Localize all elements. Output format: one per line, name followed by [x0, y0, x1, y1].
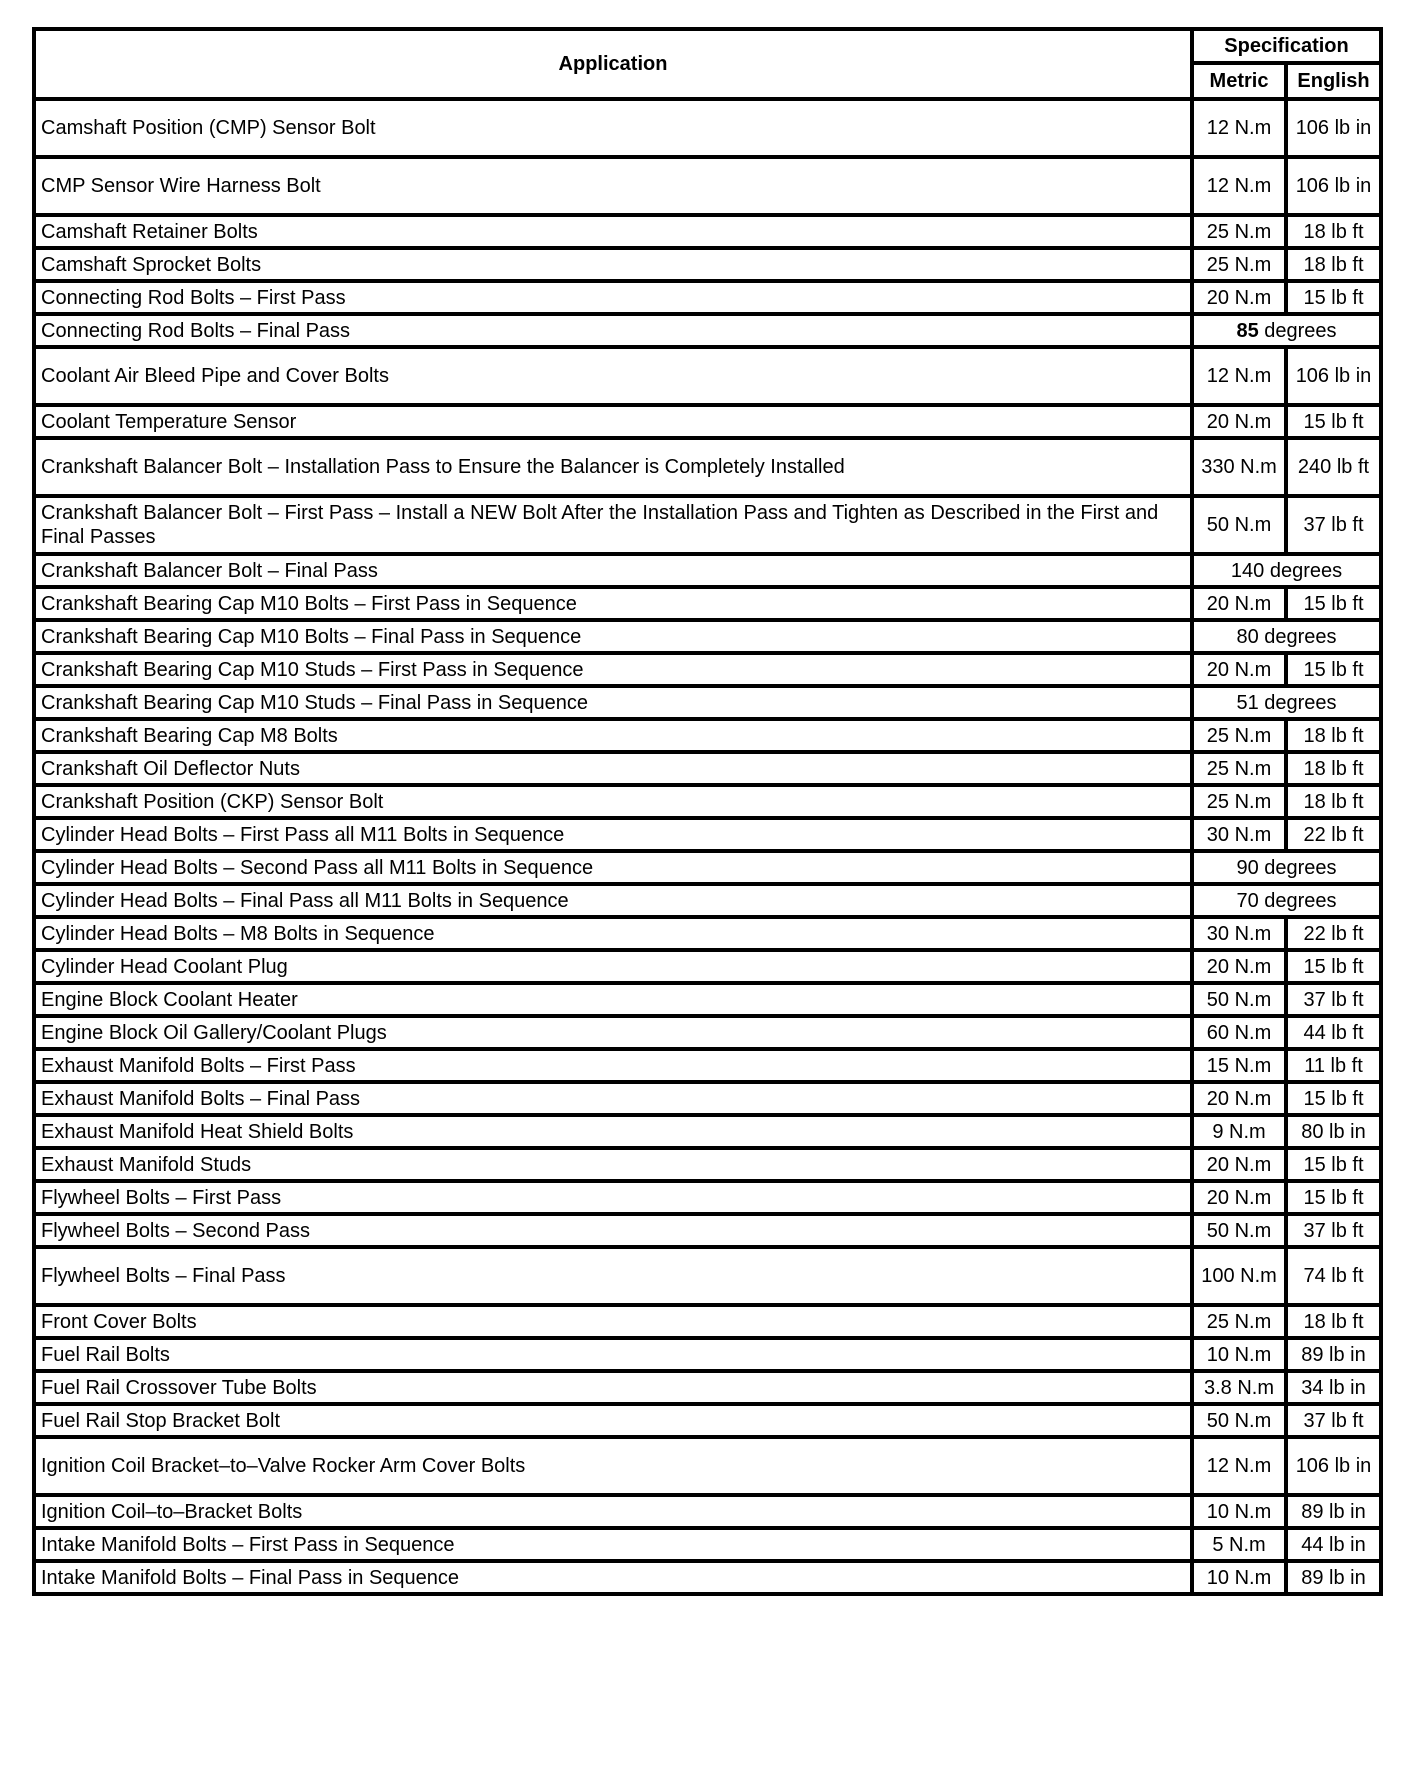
application-cell: Fuel Rail Bolts	[34, 1338, 1192, 1371]
header-metric: Metric	[1192, 63, 1286, 99]
application-cell: Crankshaft Bearing Cap M10 Studs – First Pass in Sequence	[34, 653, 1192, 686]
application-cell: Flywheel Bolts – Second Pass	[34, 1214, 1192, 1247]
english-cell: 15 lb ft	[1286, 281, 1381, 314]
table-row	[34, 496, 1381, 554]
application-cell: Exhaust Manifold Heat Shield Bolts	[34, 1115, 1192, 1148]
table-row	[34, 554, 1381, 587]
metric-cell: 3.8 N.m	[1192, 1371, 1286, 1404]
english-cell: 15 lb ft	[1286, 653, 1381, 686]
table-row	[34, 1247, 1381, 1305]
table-row	[34, 99, 1381, 157]
metric-cell: 10 N.m	[1192, 1338, 1286, 1371]
table-row	[34, 983, 1381, 1016]
english-cell: 18 lb ft	[1286, 785, 1381, 818]
english-cell: 34 lb in	[1286, 1371, 1381, 1404]
table-row	[34, 1528, 1381, 1561]
header-application: Application	[34, 29, 1192, 99]
metric-cell: 50 N.m	[1192, 983, 1286, 1016]
application-cell: Crankshaft Balancer Bolt – Final Pass	[34, 554, 1192, 587]
application-cell: Crankshaft Position (CKP) Sensor Bolt	[34, 785, 1192, 818]
application-cell: Exhaust Manifold Bolts – Final Pass	[34, 1082, 1192, 1115]
metric-cell: 12 N.m	[1192, 99, 1286, 157]
application-cell: Coolant Air Bleed Pipe and Cover Bolts	[34, 347, 1192, 405]
metric-cell: 20 N.m	[1192, 405, 1286, 438]
table-row	[34, 686, 1381, 719]
table-row	[34, 1561, 1381, 1594]
metric-cell: 20 N.m	[1192, 587, 1286, 620]
table-row	[34, 785, 1381, 818]
application-cell: Crankshaft Balancer Bolt – First Pass – Install a NEW Bolt After the Installation Pass and Tighten as Described in the First and Final Passes	[34, 496, 1192, 554]
table-row	[34, 1181, 1381, 1214]
metric-cell: 20 N.m	[1192, 1148, 1286, 1181]
english-cell: 44 lb ft	[1286, 1016, 1381, 1049]
application-cell: Fuel Rail Crossover Tube Bolts	[34, 1371, 1192, 1404]
english-cell: 18 lb ft	[1286, 215, 1381, 248]
table-row	[34, 281, 1381, 314]
application-cell: Crankshaft Bearing Cap M10 Studs – Final Pass in Sequence	[34, 686, 1192, 719]
english-cell: 15 lb ft	[1286, 1082, 1381, 1115]
angle-spec-cell: 90 degrees	[1192, 851, 1381, 884]
table-row	[34, 620, 1381, 653]
metric-cell: 25 N.m	[1192, 719, 1286, 752]
application-cell: Crankshaft Bearing Cap M10 Bolts – Final Pass in Sequence	[34, 620, 1192, 653]
metric-cell: 9 N.m	[1192, 1115, 1286, 1148]
application-cell: Cylinder Head Coolant Plug	[34, 950, 1192, 983]
application-cell: Fuel Rail Stop Bracket Bolt	[34, 1404, 1192, 1437]
table-row	[34, 1305, 1381, 1338]
application-cell: Connecting Rod Bolts – Final Pass	[34, 314, 1192, 347]
english-cell: 15 lb ft	[1286, 1148, 1381, 1181]
table-body	[34, 99, 1381, 1594]
header-row-1	[34, 29, 1381, 63]
english-cell: 18 lb ft	[1286, 719, 1381, 752]
application-cell: Intake Manifold Bolts – First Pass in Sequence	[34, 1528, 1192, 1561]
table-row	[34, 1214, 1381, 1247]
english-cell: 22 lb ft	[1286, 818, 1381, 851]
english-cell: 37 lb ft	[1286, 496, 1381, 554]
metric-cell: 25 N.m	[1192, 215, 1286, 248]
application-cell: Crankshaft Bearing Cap M8 Bolts	[34, 719, 1192, 752]
table-row	[34, 1404, 1381, 1437]
metric-cell: 5 N.m	[1192, 1528, 1286, 1561]
english-cell: 18 lb ft	[1286, 248, 1381, 281]
application-cell: Exhaust Manifold Bolts – First Pass	[34, 1049, 1192, 1082]
metric-cell: 12 N.m	[1192, 1437, 1286, 1495]
application-cell: Camshaft Retainer Bolts	[34, 215, 1192, 248]
metric-cell: 60 N.m	[1192, 1016, 1286, 1049]
english-cell: 15 lb ft	[1286, 587, 1381, 620]
metric-cell: 10 N.m	[1192, 1561, 1286, 1594]
metric-cell: 25 N.m	[1192, 785, 1286, 818]
english-cell: 11 lb ft	[1286, 1049, 1381, 1082]
english-cell: 80 lb in	[1286, 1115, 1381, 1148]
metric-cell: 25 N.m	[1192, 752, 1286, 785]
table-row	[34, 1338, 1381, 1371]
table-row	[34, 587, 1381, 620]
application-cell: Cylinder Head Bolts – Second Pass all M11 Bolts in Sequence	[34, 851, 1192, 884]
table-row	[34, 1371, 1381, 1404]
angle-spec-cell: 80 degrees	[1192, 620, 1381, 653]
metric-cell: 30 N.m	[1192, 917, 1286, 950]
metric-cell: 12 N.m	[1192, 347, 1286, 405]
english-cell: 37 lb ft	[1286, 1404, 1381, 1437]
table-row	[34, 884, 1381, 917]
english-cell: 15 lb ft	[1286, 405, 1381, 438]
metric-cell: 100 N.m	[1192, 1247, 1286, 1305]
metric-cell: 20 N.m	[1192, 1181, 1286, 1214]
metric-cell: 20 N.m	[1192, 653, 1286, 686]
english-cell: 106 lb in	[1286, 347, 1381, 405]
metric-cell: 12 N.m	[1192, 157, 1286, 215]
metric-cell: 20 N.m	[1192, 281, 1286, 314]
english-cell: 44 lb in	[1286, 1528, 1381, 1561]
table-row	[34, 438, 1381, 496]
table-row	[34, 1049, 1381, 1082]
application-cell: Crankshaft Bearing Cap M10 Bolts – First Pass in Sequence	[34, 587, 1192, 620]
torque-specification-table	[32, 27, 1383, 1596]
table-row	[34, 752, 1381, 785]
english-cell: 15 lb ft	[1286, 1181, 1381, 1214]
english-cell: 106 lb in	[1286, 157, 1381, 215]
table-row	[34, 347, 1381, 405]
english-cell: 240 lb ft	[1286, 438, 1381, 496]
table-row	[34, 314, 1381, 347]
english-cell: 106 lb in	[1286, 1437, 1381, 1495]
application-cell: Crankshaft Oil Deflector Nuts	[34, 752, 1192, 785]
angle-spec-cell: 70 degrees	[1192, 884, 1381, 917]
english-cell: 18 lb ft	[1286, 1305, 1381, 1338]
english-cell: 37 lb ft	[1286, 1214, 1381, 1247]
table-row	[34, 719, 1381, 752]
table-row	[34, 1115, 1381, 1148]
english-cell: 74 lb ft	[1286, 1247, 1381, 1305]
table-row	[34, 1495, 1381, 1528]
angle-spec-cell: 140 degrees	[1192, 554, 1381, 587]
application-cell: Ignition Coil Bracket–to–Valve Rocker Arm Cover Bolts	[34, 1437, 1192, 1495]
metric-cell: 20 N.m	[1192, 1082, 1286, 1115]
metric-cell: 50 N.m	[1192, 1404, 1286, 1437]
application-cell: Coolant Temperature Sensor	[34, 405, 1192, 438]
metric-cell: 30 N.m	[1192, 818, 1286, 851]
application-cell: Engine Block Coolant Heater	[34, 983, 1192, 1016]
metric-cell: 50 N.m	[1192, 1214, 1286, 1247]
table-row	[34, 818, 1381, 851]
table-row	[34, 950, 1381, 983]
application-cell: Flywheel Bolts – Final Pass	[34, 1247, 1192, 1305]
application-cell: Intake Manifold Bolts – Final Pass in Sequence	[34, 1561, 1192, 1594]
application-cell: Crankshaft Balancer Bolt – Installation Pass to Ensure the Balancer is Completely Installed	[34, 438, 1192, 496]
application-cell: Flywheel Bolts – First Pass	[34, 1181, 1192, 1214]
application-cell: Camshaft Position (CMP) Sensor Bolt	[34, 99, 1192, 157]
table-row	[34, 1016, 1381, 1049]
metric-cell: 25 N.m	[1192, 1305, 1286, 1338]
table-row	[34, 405, 1381, 438]
table-row	[34, 917, 1381, 950]
application-cell: Ignition Coil–to–Bracket Bolts	[34, 1495, 1192, 1528]
table-row	[34, 1148, 1381, 1181]
table-row	[34, 851, 1381, 884]
metric-cell: 50 N.m	[1192, 496, 1286, 554]
angle-spec-cell: 85 degrees	[1192, 314, 1381, 347]
application-cell: Exhaust Manifold Studs	[34, 1148, 1192, 1181]
english-cell: 18 lb ft	[1286, 752, 1381, 785]
angle-spec-cell: 51 degrees	[1192, 686, 1381, 719]
english-cell: 89 lb in	[1286, 1495, 1381, 1528]
application-cell: Cylinder Head Bolts – First Pass all M11 Bolts in Sequence	[34, 818, 1192, 851]
application-cell: Cylinder Head Bolts – Final Pass all M11 Bolts in Sequence	[34, 884, 1192, 917]
application-cell: Connecting Rod Bolts – First Pass	[34, 281, 1192, 314]
application-cell: Engine Block Oil Gallery/Coolant Plugs	[34, 1016, 1192, 1049]
application-cell: Camshaft Sprocket Bolts	[34, 248, 1192, 281]
angle-value: 85	[1236, 319, 1259, 342]
english-cell: 89 lb in	[1286, 1338, 1381, 1371]
metric-cell: 330 N.m	[1192, 438, 1286, 496]
metric-cell: 20 N.m	[1192, 950, 1286, 983]
english-cell: 106 lb in	[1286, 99, 1381, 157]
table-row	[34, 157, 1381, 215]
table-row	[34, 215, 1381, 248]
table-row	[34, 1437, 1381, 1495]
header-english: English	[1286, 63, 1381, 99]
header-specification: Specification	[1192, 29, 1381, 63]
application-cell: CMP Sensor Wire Harness Bolt	[34, 157, 1192, 215]
english-cell: 89 lb in	[1286, 1561, 1381, 1594]
english-cell: 15 lb ft	[1286, 950, 1381, 983]
metric-cell: 25 N.m	[1192, 248, 1286, 281]
table-row	[34, 1082, 1381, 1115]
application-cell: Cylinder Head Bolts – M8 Bolts in Sequence	[34, 917, 1192, 950]
english-cell: 22 lb ft	[1286, 917, 1381, 950]
table-row	[34, 653, 1381, 686]
table-row	[34, 248, 1381, 281]
english-cell: 37 lb ft	[1286, 983, 1381, 1016]
metric-cell: 15 N.m	[1192, 1049, 1286, 1082]
application-cell: Front Cover Bolts	[34, 1305, 1192, 1338]
metric-cell: 10 N.m	[1192, 1495, 1286, 1528]
